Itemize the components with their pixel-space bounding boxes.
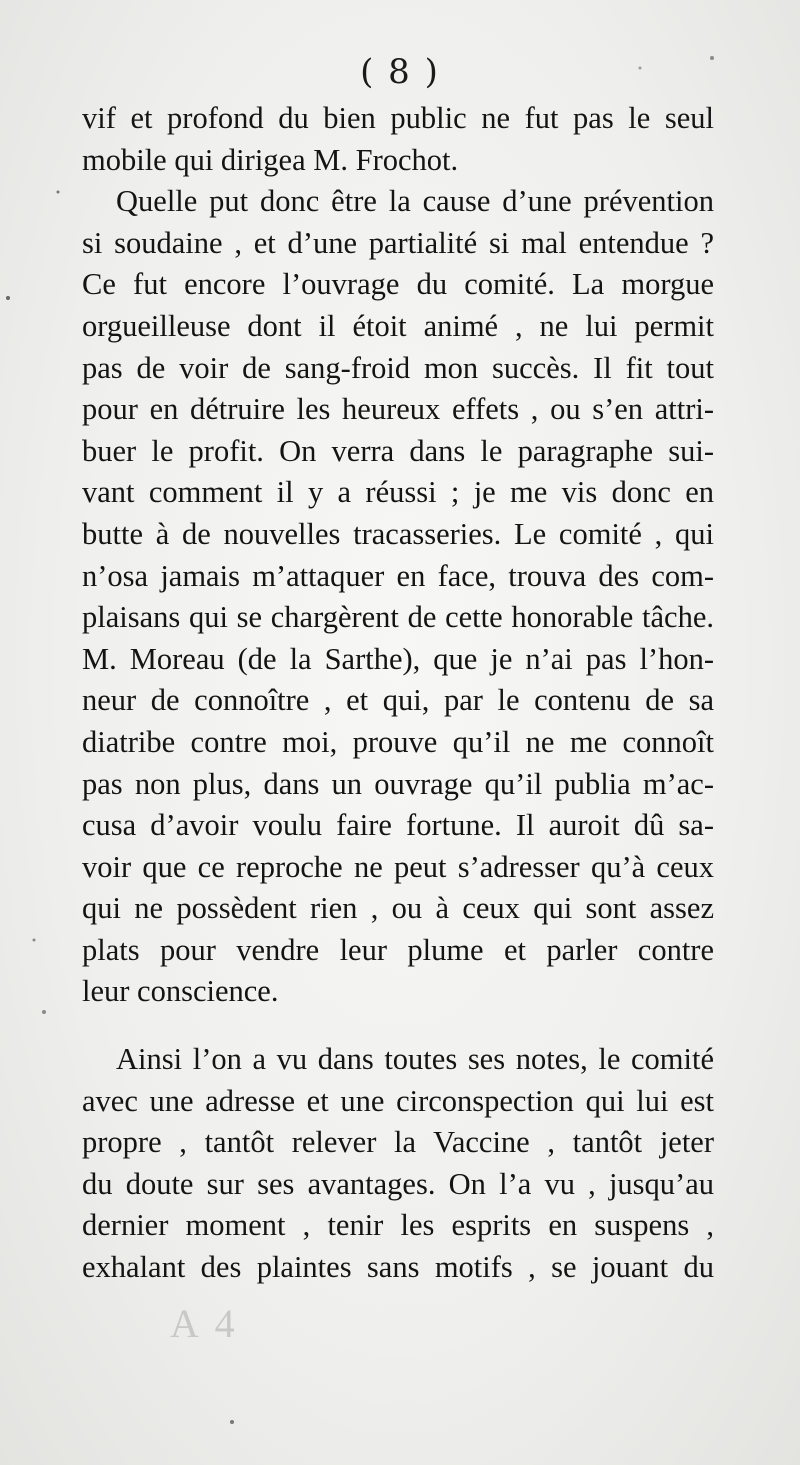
text-line: avec une adresse et une circonspection qui lui est <box>82 1083 714 1118</box>
text-line: dernier moment , tenir les esprits en suspens , <box>82 1208 714 1243</box>
text-line: du doute sur ses avantages. On l’a vu , jusqu’au <box>82 1166 714 1201</box>
text-line: plats pour vendre leur plume et parler contre <box>82 932 714 967</box>
text-line: propre , tantôt relever la Vaccine , tantôt jeter <box>82 1125 714 1160</box>
text-line: n’osa jamais m’attaquer en face, trouva des com- <box>82 558 714 593</box>
text-line: leur conscience. <box>82 974 279 1009</box>
text-line: diatribe contre moi, prouve qu’il ne me connoît <box>82 724 714 759</box>
text-line: plaisans qui se chargèrent de cette honorable tâche. <box>82 600 714 635</box>
text-line: voir que ce reproche ne peut s’adresser qu’à ceux <box>82 849 714 884</box>
page-number: ( 8 ) <box>360 52 440 92</box>
text-line: Ce fut encore l’ouvrage du comité. La morgue <box>82 267 714 302</box>
text-line: butte à de nouvelles tracasseries. Le comité , qui <box>82 516 714 551</box>
text-line: cusa d’avoir voulu faire fortune. Il auroit dû sa- <box>82 808 714 843</box>
text-line: pour en détruire les heureux effets , ou s’en attri- <box>82 392 714 427</box>
text-line: M. Moreau (de la Sarthe), que je n’ai pas l’hon- <box>82 641 714 676</box>
text-line: Ainsi l’on a vu dans toutes ses notes, le comité <box>116 1042 714 1077</box>
text-line: vant comment il y a réussi ; je me vis donc en <box>82 475 714 510</box>
text-line: si soudaine , et d’une partialité si mal entendue ? <box>82 225 714 260</box>
text-line: buer le profit. On verra dans le paragraphe sui- <box>82 433 714 468</box>
text-line: neur de connoître , et qui, par le contenu de sa <box>82 683 714 718</box>
body-text <box>82 98 714 1289</box>
text-line: pas non plus, dans un ouvrage qu’il publia m’ac- <box>82 766 714 801</box>
text-line: Quelle put donc être la cause d’une prévention <box>116 184 714 219</box>
text-line: orgueilleuse dont il étoit animé , ne lui permit <box>82 308 714 343</box>
text-line: qui ne possèdent rien , ou à ceux qui sont assez <box>82 891 714 926</box>
text-line: pas de voir de sang-froid mon succès. Il fit tout <box>82 350 714 385</box>
text-line: vif et profond du bien public ne fut pas le seul <box>82 101 714 135</box>
text-line: exhalant des plaintes sans motifs , se jouant du <box>82 1250 714 1285</box>
paragraph-gap <box>82 1013 714 1039</box>
text-line: mobile qui dirigea M. Frochot. <box>82 142 459 177</box>
signature-mark: A 4 <box>170 1301 239 1346</box>
